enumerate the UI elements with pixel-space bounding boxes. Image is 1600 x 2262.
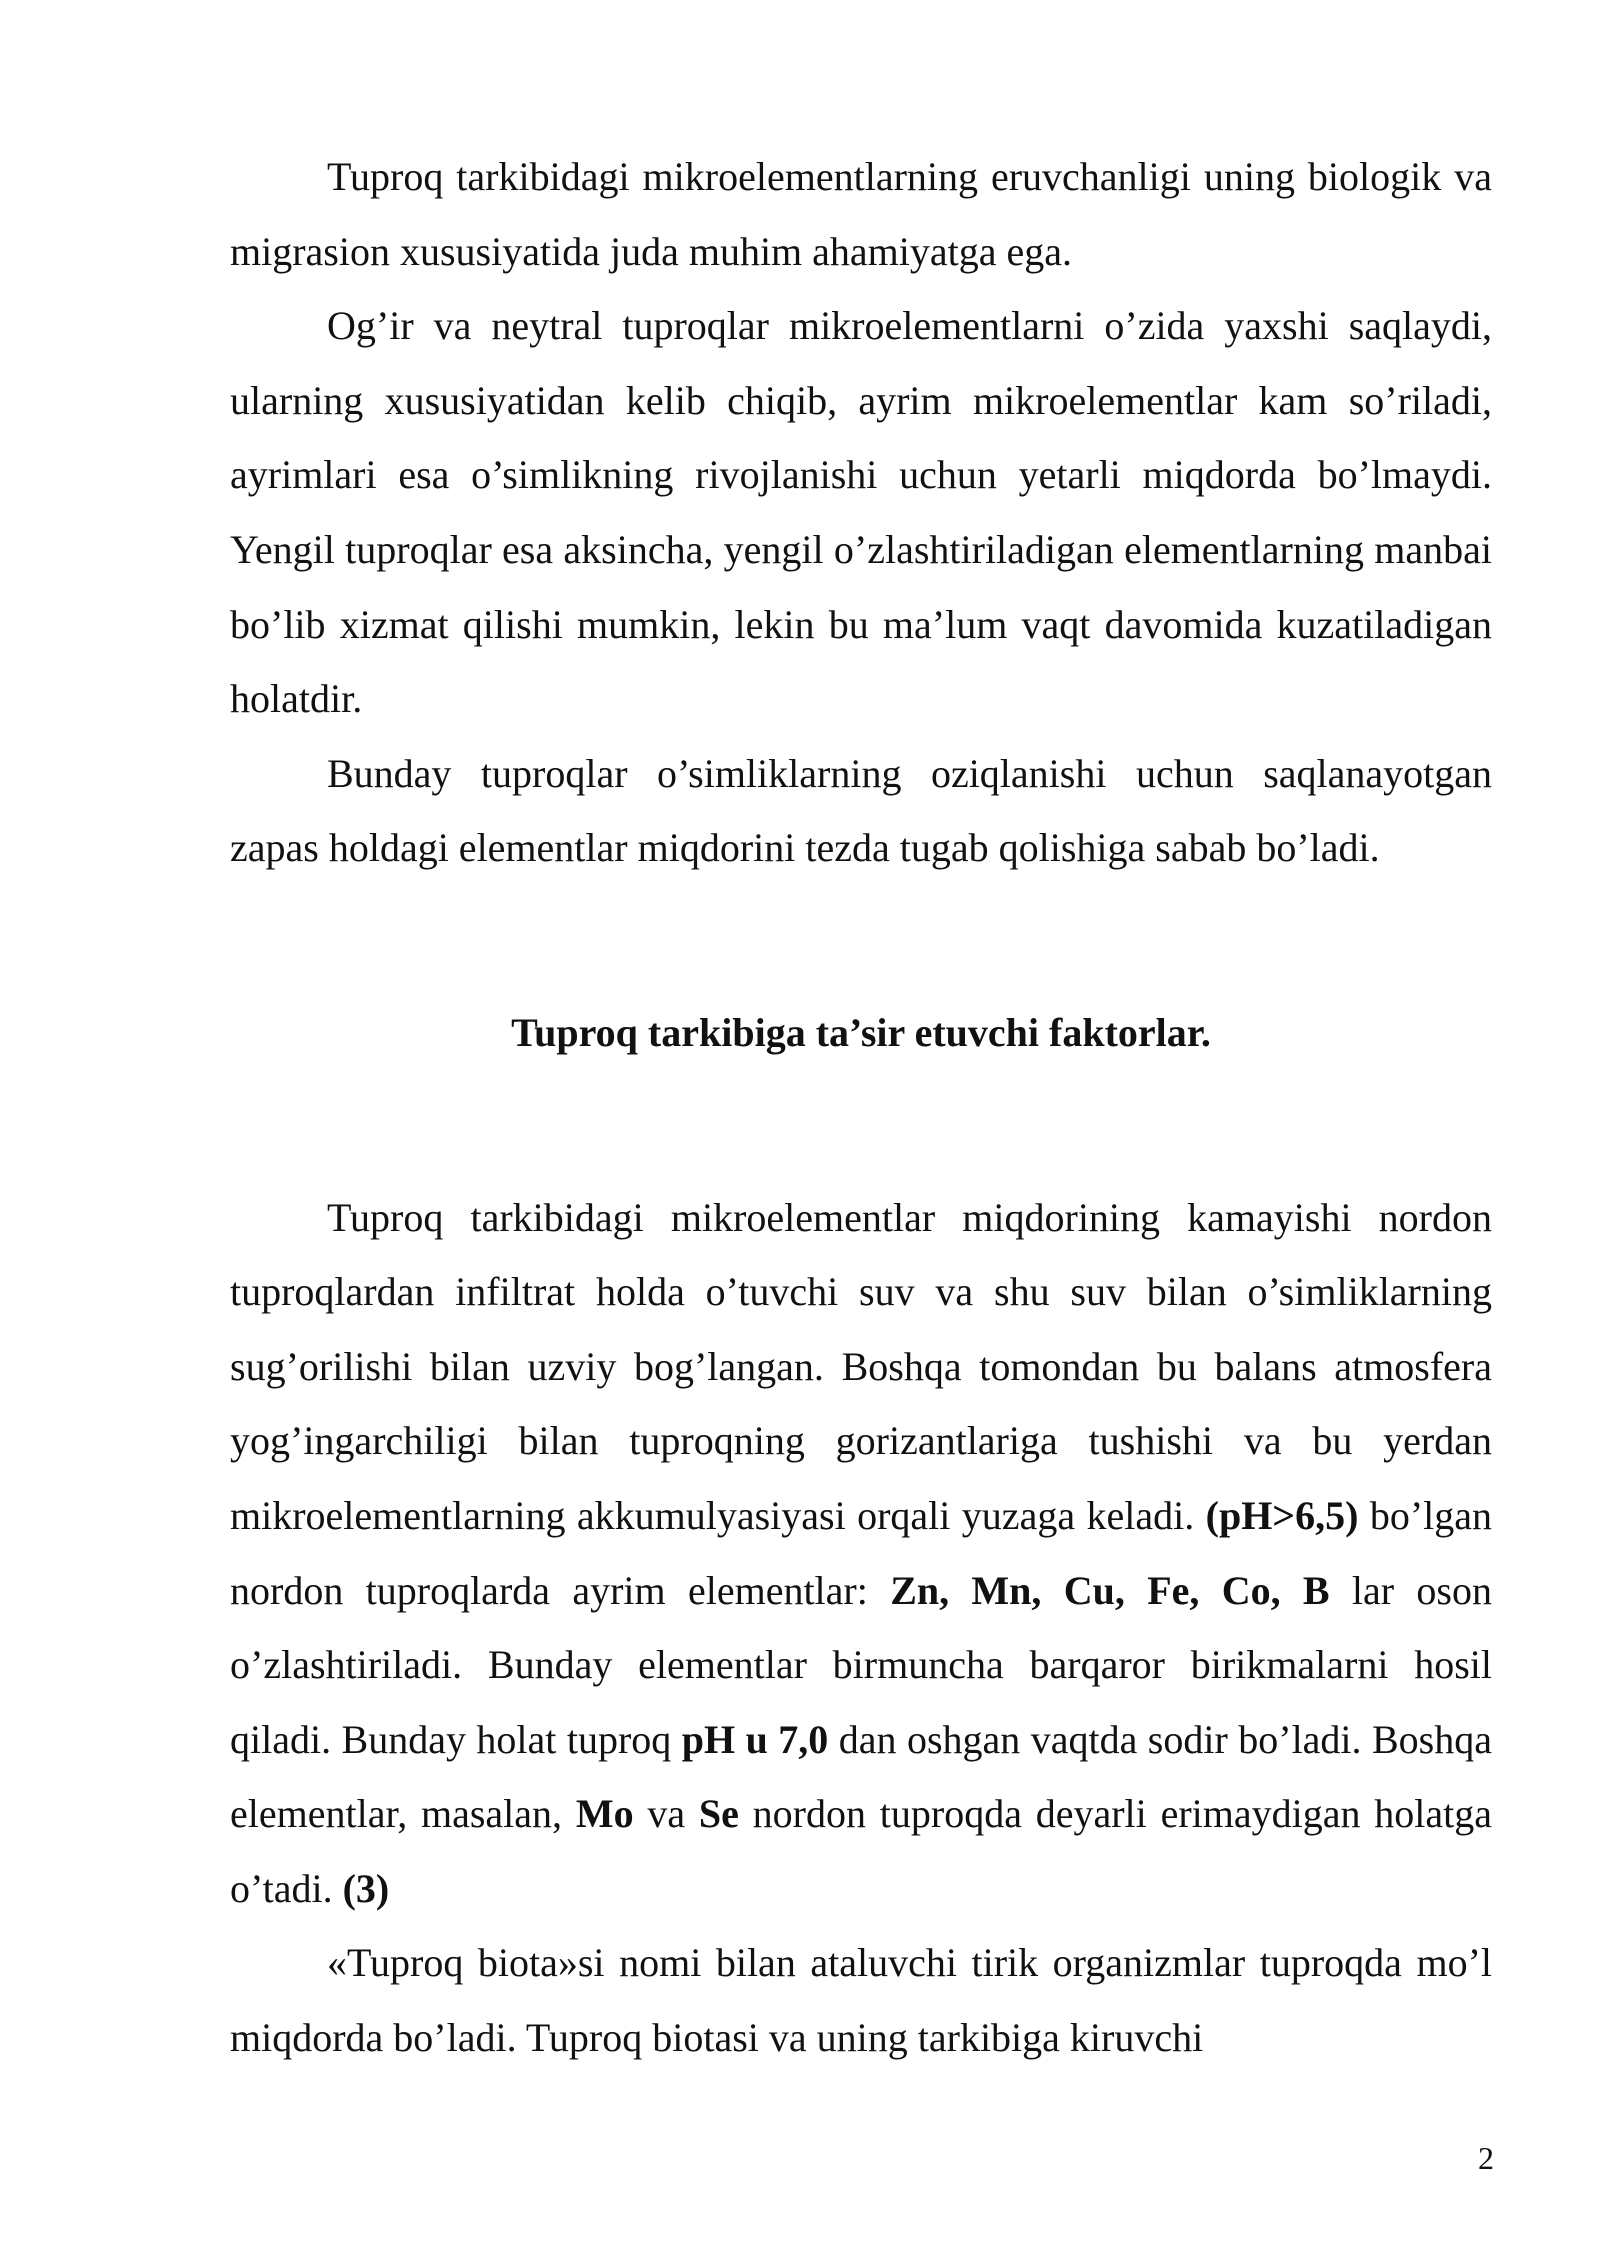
paragraph-4-text-4: dan oshgan vaqtda sodir bo’ladi. Boshqa elementlar, masalan, [230, 1716, 1492, 1837]
paragraph-3: Bunday tuproqlar o’simliklarning oziqlanishi uchun saqlanayotgan zapas holdagi elementlar miqdorini tezda tugab qolishiga sabab bo’ladi. [230, 750, 1492, 871]
paragraph-4-text-3: lar oson o’zlashtiriladi. Bunday elementlar birmuncha barqaror birikmalarni hosil qiladi. Bunday holat tuproq [230, 1567, 1493, 1762]
paragraph-4-bold-se: Se [698, 1791, 739, 1837]
document-page [230, 140, 1492, 2076]
paragraph-2: Og’ir va neytral tuproqlar mikroelementlarni o’zida yaxshi saqlaydi, ularning xususiyatidan kelib chiqib, ayrim mikroelementlar kam so’riladi, ayrimlari esa o’simlikning rivojlanishi uchun yetarli miqdorda bo’lmaydi. Yengil tuproqlar esa aksincha, yengil o’zlashtiriladigan elementlarning manbai bo’lib xizmat qilishi mumkin, lekin bu ma’lum vaqt davomida kuzatiladigan holatdir. [230, 303, 1492, 722]
page-number: 2 [1478, 2140, 1494, 2176]
paragraph-4-text-5: va [633, 1791, 699, 1837]
paragraph-4-bold-ph-value: pH u 7,0 [681, 1716, 829, 1762]
paragraph-4-bold-elements: Zn, Mn, Cu, Fe, Co, B [890, 1567, 1330, 1613]
section-heading: Tuproq tarkibiga ta’sir etuvchi faktorlar. [511, 1009, 1211, 1055]
paragraph-4-bold-ph: (pH>6,5) [1205, 1492, 1359, 1538]
paragraph-4-text-1: Tuproq tarkibidagi mikroelementlar miqdorining kamayishi nordon tuproqlardan infiltrat holda o’tuvchi suv va shu suv bilan o’simliklarning sug’orilishi bilan uzviy bog’langan. Boshqa tomondan bu balans atmosfera yog’ingarchiligi bilan tuproqning gorizantlariga tushishi va bu yerdan mikroelementlarning akkumulyasiyasi orqali yuzaga keladi. [230, 1194, 1492, 1538]
paragraph-4-citation: (3) [342, 1865, 390, 1911]
paragraph-1: Tuproq tarkibidagi mikroelementlarning eruvchanligi uning biologik va migrasion xususiyatida juda muhim ahamiyatga ega. [230, 154, 1492, 274]
paragraph-5: «Tuproq biota»si nomi bilan ataluvchi tirik organizmlar tuproqda mo’l miqdorda bo’ladi. Tuproq biotasi va uning tarkibiga kiruvchi [230, 1940, 1492, 2061]
paragraph-4 [230, 1181, 1492, 1927]
paragraph-4-text-2: bo’lgan nordon tuproqlarda ayrim elementlar: [230, 1492, 1493, 1613]
paragraph-4-text-6: nordon tuproqda deyarli erimaydigan holatga o’tadi. [230, 1791, 1492, 1911]
paragraph-4-bold-mo: Mo [575, 1791, 634, 1837]
